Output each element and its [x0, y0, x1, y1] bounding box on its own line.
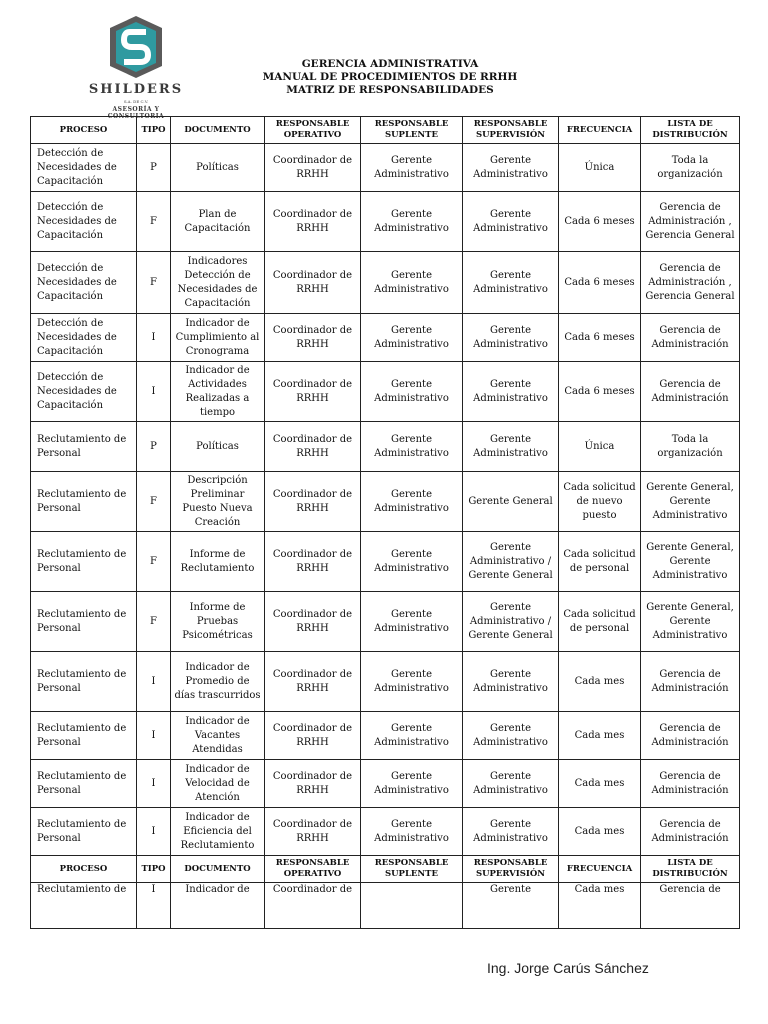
column-header-tipo: TIPO — [137, 856, 171, 883]
cell-proceso: Reclutamiento de Personal — [31, 712, 137, 760]
cell-tipo: F — [137, 532, 171, 592]
cell-distribucion: Gerencia de Administración — [641, 760, 740, 808]
cell-proceso: Reclutamiento de Personal — [31, 422, 137, 472]
cell-tipo: P — [137, 144, 171, 192]
table-row — [31, 144, 740, 192]
cell-tipo: I — [137, 652, 171, 712]
cell-supervision: Gerente General — [463, 472, 559, 532]
cell-suplente: Gerente Administrativo — [361, 422, 463, 472]
cell-proceso: Detección de Necesidades de Capacitación — [31, 362, 137, 422]
cell-suplente: Gerente Administrativo — [361, 252, 463, 314]
company-logo — [88, 14, 188, 120]
cell-supervision: Gerente Administrativo — [463, 252, 559, 314]
cell-suplente: Gerente Administrativo — [361, 472, 463, 532]
cell-proceso: Reclutamiento de Personal — [31, 532, 137, 592]
cell-operativo: Coordinador de RRHH — [265, 314, 361, 362]
cell-operativo: Coordinador de RRHH — [265, 760, 361, 808]
cell-supervision: Gerente Administrativo — [463, 760, 559, 808]
cell-tipo: I — [137, 760, 171, 808]
cell-distribucion: Gerencia de Administración — [641, 712, 740, 760]
column-header-proceso: PROCESO — [31, 117, 137, 144]
table-row — [31, 808, 740, 856]
cell-supervision: Gerente — [463, 883, 559, 929]
cell-frecuencia: Cada 6 meses — [559, 314, 641, 362]
cell-operativo: Coordinador de RRHH — [265, 712, 361, 760]
cell-documento: Indicador de Vacantes Atendidas — [171, 712, 265, 760]
column-header-supervision: RESPONSABLE SUPERVISIÓN — [463, 117, 559, 144]
cell-documento: Políticas — [171, 422, 265, 472]
column-header-documento: DOCUMENTO — [171, 856, 265, 883]
cell-operativo: Coordinador de RRHH — [265, 192, 361, 252]
document-header — [230, 58, 550, 97]
cell-proceso: Detección de Necesidades de Capacitación — [31, 314, 137, 362]
cell-documento: Políticas — [171, 144, 265, 192]
cell-operativo: Coordinador de RRHH — [265, 592, 361, 652]
cell-suplente: Gerente Administrativo — [361, 144, 463, 192]
cell-documento: Indicador de Velocidad de Atención — [171, 760, 265, 808]
cell-documento: Informe de Reclutamiento — [171, 532, 265, 592]
column-header-proceso: PROCESO — [31, 856, 137, 883]
cell-operativo: Coordinador de RRHH — [265, 532, 361, 592]
column-header-tipo: TIPO — [137, 117, 171, 144]
cell-tipo: I — [137, 362, 171, 422]
cell-distribucion: Gerencia de — [641, 883, 740, 929]
cell-suplente — [361, 883, 463, 929]
cell-documento: Indicadores Detección de Necesidades de Capacitación — [171, 252, 265, 314]
table-row — [31, 592, 740, 652]
cell-tipo: I — [137, 883, 171, 929]
cell-frecuencia: Cada mes — [559, 883, 641, 929]
cell-proceso: Reclutamiento de — [31, 883, 137, 929]
cell-operativo: Coordinador de RRHH — [265, 252, 361, 314]
cell-distribucion: Gerente General, Gerente Administrativo — [641, 472, 740, 532]
cell-frecuencia: Cada solicitud de personal — [559, 592, 641, 652]
author-signature: Ing. Jorge Carús Sánchez — [487, 960, 649, 976]
cell-documento: Indicador de Eficiencia del Reclutamiento — [171, 808, 265, 856]
cell-distribucion: Gerencia de Administración — [641, 314, 740, 362]
cell-distribucion: Gerencia de Administración — [641, 808, 740, 856]
header-line-1: GERENCIA ADMINISTRATIVA — [301, 58, 479, 70]
cell-operativo: Coordinador de RRHH — [265, 144, 361, 192]
cell-proceso: Detección de Necesidades de Capacitación — [31, 192, 137, 252]
cell-proceso: Detección de Necesidades de Capacitación — [31, 252, 137, 314]
cell-distribucion: Toda la organización — [641, 422, 740, 472]
cell-tipo: F — [137, 592, 171, 652]
cell-proceso: Reclutamiento de Personal — [31, 472, 137, 532]
cell-suplente: Gerente Administrativo — [361, 592, 463, 652]
cell-suplente: Gerente Administrativo — [361, 760, 463, 808]
cell-distribucion: Gerente General, Gerente Administrativo — [641, 532, 740, 592]
cell-tipo: I — [137, 314, 171, 362]
cell-documento: Indicador de — [171, 883, 265, 929]
cell-supervision: Gerente Administrativo — [463, 652, 559, 712]
responsibility-matrix — [30, 116, 740, 929]
cell-supervision: Gerente Administrativo / Gerente General — [463, 592, 559, 652]
table-row — [31, 314, 740, 362]
column-header-distribucion: LISTA DE DISTRIBUCIÓN — [641, 117, 740, 144]
table-row — [31, 712, 740, 760]
table-row-partial — [31, 883, 740, 929]
table-row — [31, 422, 740, 472]
header-line-2: MANUAL DE PROCEDIMIENTOS DE RRHH — [262, 71, 518, 83]
cell-distribucion: Gerente General, Gerente Administrativo — [641, 592, 740, 652]
cell-proceso: Reclutamiento de Personal — [31, 760, 137, 808]
cell-frecuencia: Única — [559, 144, 641, 192]
shilders-logo-icon — [110, 16, 162, 78]
cell-frecuencia: Única — [559, 422, 641, 472]
table-row — [31, 760, 740, 808]
cell-operativo: Coordinador de RRHH — [265, 362, 361, 422]
cell-proceso: Reclutamiento de Personal — [31, 808, 137, 856]
cell-suplente: Gerente Administrativo — [361, 652, 463, 712]
cell-frecuencia: Cada mes — [559, 808, 641, 856]
cell-proceso: Detección de Necesidades de Capacitación — [31, 144, 137, 192]
cell-suplente: Gerente Administrativo — [361, 192, 463, 252]
cell-proceso: Reclutamiento de Personal — [31, 592, 137, 652]
cell-suplente: Gerente Administrativo — [361, 532, 463, 592]
cell-documento: Plan de Capacitación — [171, 192, 265, 252]
cell-supervision: Gerente Administrativo — [463, 144, 559, 192]
column-header-operativo: RESPONSABLE OPERATIVO — [265, 117, 361, 144]
cell-frecuencia: Cada 6 meses — [559, 362, 641, 422]
cell-proceso: Reclutamiento de Personal — [31, 652, 137, 712]
cell-operativo: Coordinador de RRHH — [265, 422, 361, 472]
cell-supervision: Gerente Administrativo — [463, 808, 559, 856]
cell-distribucion: Toda la organización — [641, 144, 740, 192]
cell-documento: Informe de Pruebas Psicométricas — [171, 592, 265, 652]
column-header-distribucion: LISTA DE DISTRIBUCIÓN — [641, 856, 740, 883]
table-row — [31, 252, 740, 314]
cell-tipo: P — [137, 422, 171, 472]
table-row — [31, 532, 740, 592]
column-header-suplente: RESPONSABLE SUPLENTE — [361, 856, 463, 883]
table-row — [31, 192, 740, 252]
column-header-operativo: RESPONSABLE OPERATIVO — [265, 856, 361, 883]
cell-operativo: Coordinador de — [265, 883, 361, 929]
cell-tipo: F — [137, 192, 171, 252]
column-header-documento: DOCUMENTO — [171, 117, 265, 144]
cell-suplente: Gerente Administrativo — [361, 808, 463, 856]
cell-frecuencia: Cada solicitud de nuevo puesto — [559, 472, 641, 532]
column-header-frecuencia: FRECUENCIA — [559, 117, 641, 144]
column-header-frecuencia: FRECUENCIA — [559, 856, 641, 883]
table-header-row — [31, 856, 740, 883]
cell-operativo: Coordinador de RRHH — [265, 652, 361, 712]
cell-supervision: Gerente Administrativo — [463, 192, 559, 252]
cell-frecuencia: Cada 6 meses — [559, 192, 641, 252]
cell-suplente: Gerente Administrativo — [361, 362, 463, 422]
cell-distribucion: Gerencia de Administración , Gerencia General — [641, 192, 740, 252]
cell-frecuencia: Cada mes — [559, 712, 641, 760]
cell-tipo: I — [137, 712, 171, 760]
cell-supervision: Gerente Administrativo / Gerente General — [463, 532, 559, 592]
cell-frecuencia: Cada 6 meses — [559, 252, 641, 314]
logo-legal: S.A. DE C.V. — [123, 99, 149, 104]
cell-frecuencia: Cada mes — [559, 652, 641, 712]
cell-supervision: Gerente Administrativo — [463, 422, 559, 472]
table-row — [31, 362, 740, 422]
cell-operativo: Coordinador de RRHH — [265, 808, 361, 856]
column-header-supervision: RESPONSABLE SUPERVISIÓN — [463, 856, 559, 883]
cell-documento: Descripción Preliminar Puesto Nueva Creación — [171, 472, 265, 532]
cell-frecuencia: Cada mes — [559, 760, 641, 808]
cell-documento: Indicador de Cumplimiento al Cronograma — [171, 314, 265, 362]
cell-supervision: Gerente Administrativo — [463, 712, 559, 760]
logo-tagline: ASESORÍA Y CONSULTORIA — [107, 106, 165, 120]
cell-supervision: Gerente Administrativo — [463, 314, 559, 362]
cell-tipo: I — [137, 808, 171, 856]
cell-tipo: F — [137, 472, 171, 532]
header-line-3: MATRIZ DE RESPONSABILIDADES — [286, 84, 494, 96]
cell-operativo: Coordinador de RRHH — [265, 472, 361, 532]
table-row — [31, 652, 740, 712]
cell-documento: Indicador de Actividades Realizadas a tiempo — [171, 362, 265, 422]
cell-suplente: Gerente Administrativo — [361, 712, 463, 760]
cell-suplente: Gerente Administrativo — [361, 314, 463, 362]
column-header-suplente: RESPONSABLE SUPLENTE — [361, 117, 463, 144]
cell-distribucion: Gerencia de Administración — [641, 362, 740, 422]
cell-distribucion: Gerencia de Administración , Gerencia General — [641, 252, 740, 314]
cell-frecuencia: Cada solicitud de personal — [559, 532, 641, 592]
logo-wordmark: SHILDERS — [88, 82, 184, 97]
cell-supervision: Gerente Administrativo — [463, 362, 559, 422]
table-header-row — [31, 117, 740, 144]
cell-documento: Indicador de Promedio de días trascurridos — [171, 652, 265, 712]
cell-distribucion: Gerencia de Administración — [641, 652, 740, 712]
table-row — [31, 472, 740, 532]
cell-tipo: F — [137, 252, 171, 314]
